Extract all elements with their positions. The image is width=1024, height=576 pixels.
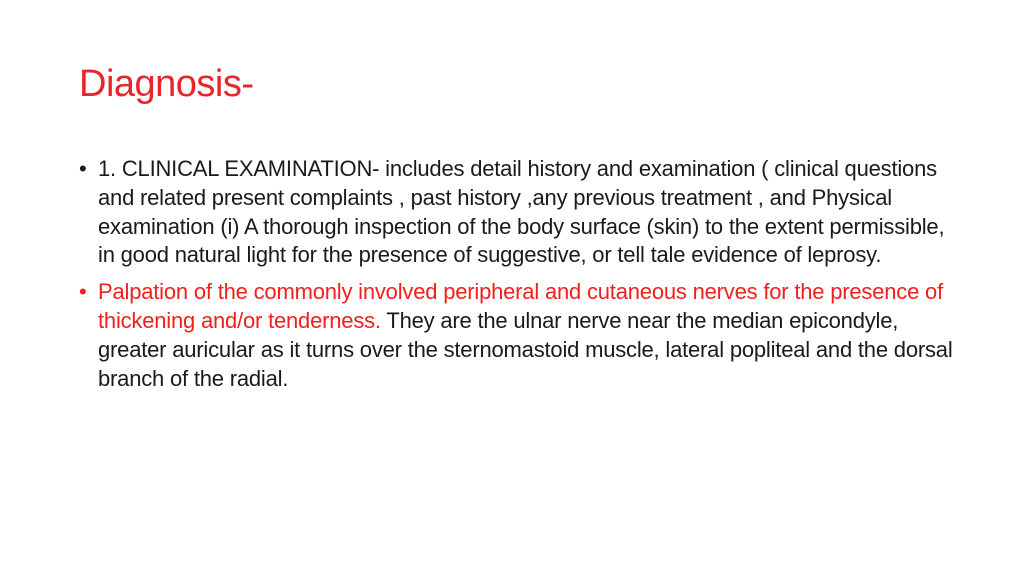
bullet-item-clinical-examination	[79, 155, 959, 270]
bullet-text-clinical-examination: 1. CLINICAL EXAMINATION- includes detail history and examination ( clinical questions and related present complaints , past history ,any previous treatment , and Physical examination (i) A thorough inspection of the body surface (skin) to the extent permissible, in good natural light for the presence of suggestive, or tell tale evidence of leprosy.	[98, 156, 945, 268]
bullet-text-palpation-detail: They are the ulnar nerve near the median epicondyle, greater auricular as it turns over the sternomastoid muscle, lateral popliteal and the dorsal branch of the radial.	[98, 307, 953, 391]
bullet-text-palpation-highlight: Palpation of the commonly involved peripheral and cutaneous nerves for the presence of thickening and/or tenderness.	[98, 279, 943, 333]
bullet-item-palpation	[79, 278, 959, 393]
bullet-marker: •	[79, 156, 87, 181]
slide-title: Diagnosis-	[79, 63, 254, 105]
bullet-marker: •	[79, 279, 87, 305]
bullet-list	[79, 155, 959, 401]
